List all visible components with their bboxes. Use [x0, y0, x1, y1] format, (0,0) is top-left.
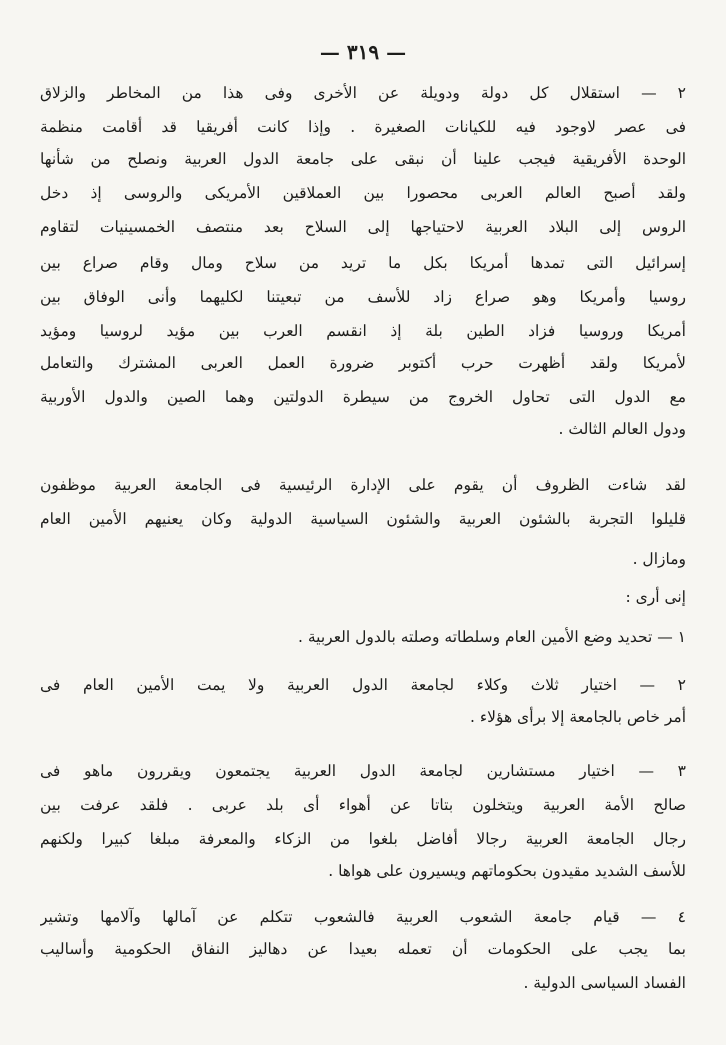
paragraph-1-line-11: ودول العالم الثالث .	[558, 420, 686, 438]
item-4-line-2: بما يجب على الحكومات أن تعمله بعيدا عن دهاليز النفاق الحكومية وأساليب	[40, 940, 686, 958]
paragraph-1-line-8: أمريكا وروسيا فزاد الطين بلة إذ انقسم العرب بين مؤيد لروسيا ومؤيد	[40, 322, 686, 340]
paragraph-1-line-10: مع الدول التى تحاول الخروج من سيطرة الدولتين وهما الصين والدول الأوربية	[40, 388, 686, 406]
paragraph-1-line-1: ٢ — استقلال كل دولة ودويلة عن الأخرى وفى هذا من المخاطر والزلاق	[40, 84, 686, 102]
item-3-line-2: صالح الأمة العربية ويتخلون بتاتا عن أهواء أى بلد عربى . فلقد عرفت بين	[40, 796, 686, 814]
item-1-line-1: ١ — تحديد وضع الأمين العام وسلطاته وصلته بالدول العربية .	[297, 628, 686, 646]
item-3-line-4: للأسف الشديد مقيدون بحكوماتهم ويسيرون على هواها .	[328, 862, 686, 880]
paragraph-1-line-6: إسرائيل التى تمدها أمريكا بكل ما تريد من سلاح ومال وقام صراع بين	[40, 254, 686, 272]
item-4-line-1: ٤ — قيام جامعة الشعوب العربية فالشعوب تتكلم عن آمالها وآلامها وتشير	[40, 908, 686, 926]
paragraph-1-line-9: لأمريكا ولقد أظهرت حرب أكتوبر ضرورة العمل العربى المشترك والتعامل	[40, 354, 686, 372]
paragraph-1-line-3: الوحدة الأفريقية فيجب علينا أن نبقى على جامعة الدول العربية ونصلح من شأنها	[40, 150, 686, 168]
item-4-line-3: الفساد السياسى الدولية .	[523, 974, 686, 992]
paragraph-1-line-4: ولقد أصبح العالم العربى محصورا بين العملاقين الأمريكى والروسى إذ دخل	[40, 184, 686, 202]
opinion-heading: إنى أرى :	[625, 588, 686, 606]
item-2-line-2: أمر خاص بالجامعة إلا برأى هؤلاء .	[469, 708, 686, 726]
paragraph-1-line-2: فى عصر لاوجود فيه للكيانات الصغيرة . وإذا كانت أفريقيا قد أقامت منظمة	[40, 118, 686, 136]
page-number: — ٣١٩ —	[319, 40, 407, 64]
paragraph-1-line-5: الروس إلى البلاد العربية لاحتياجها إلى السلاح بعد منتصف الخمسينيات لتقاوم	[40, 218, 686, 236]
item-2-line-1: ٢ — اختيار ثلاث وكلاء لجامعة الدول العربية ولا يمت الأمين العام فى	[40, 676, 686, 694]
item-3-line-1: ٣ — اختيار مستشارين لجامعة الدول العربية يجتمعون ويقررون ماهو فى	[40, 762, 686, 780]
item-3-line-3: رجال الجامعة العربية رجالا أفاضل بلغوا من الزكاء والمعرفة مبلغا كبيرا ولكنهم	[40, 830, 686, 848]
paragraph-2-line-2: قليلوا التجربة بالشئون العربية والشئون السياسية الدولية وكان يعنيهم الأمين العام	[40, 510, 686, 528]
paragraph-2-line-1: لقد شاءت الظروف أن يقوم على الإدارة الرئيسية فى الجامعة العربية موظفون	[40, 476, 686, 494]
paragraph-2-line-3: ومازال .	[632, 550, 686, 568]
paragraph-1-line-7: روسيا وأمريكا وهو صراع زاد للأسف من تبعيتنا لكليهما وأنى الوفاق بين	[40, 288, 686, 306]
